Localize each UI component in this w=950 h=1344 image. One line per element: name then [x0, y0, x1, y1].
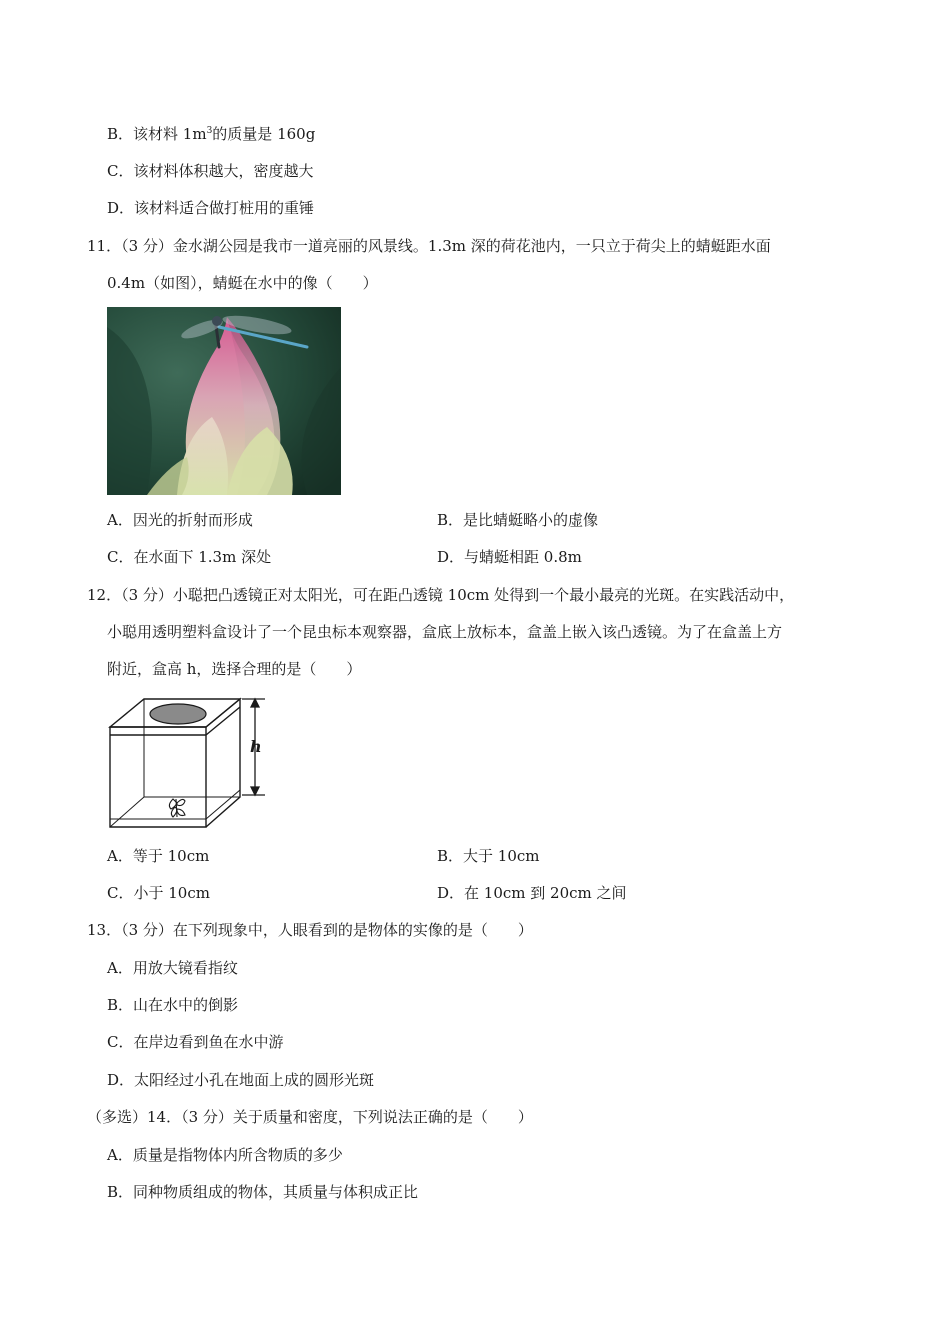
q10-option-d: D．该材料适合做打桩用的重锤 [107, 199, 315, 217]
q12-stem-line1: 12．（3 分）小聪把凸透镜正对太阳光，可在距凸透镜 10cm 处得到一个最小最亮的光斑。在实践活动中， [87, 586, 795, 604]
box-height-label: h [250, 737, 262, 756]
q12-option-a: A．等于 10cm [107, 847, 210, 865]
q13-option-d: D．太阳经过小孔在地面上成的圆形光斑 [107, 1071, 375, 1089]
q13-option-c: C．在岸边看到鱼在水中游 [107, 1033, 284, 1051]
q12-option-b: B．大于 10cm [437, 847, 540, 865]
q10-option-c: C．该材料体积越大，密度越大 [107, 162, 314, 180]
q12-option-d: D．在 10cm 到 20cm 之间 [437, 884, 627, 902]
q11-stem-line2: 0.4m（如图），蜻蜓在水中的像（ ） [107, 274, 378, 292]
q13-option-a: A．用放大镜看指纹 [107, 959, 238, 977]
q10-option-b: B．该材料 $1m^3$的质量是 160g [107, 125, 316, 143]
q14-option-b: B．同种物质组成的物体，其质量与体积成正比 [107, 1183, 419, 1201]
q12-stem-line2: 小聪用透明塑料盒设计了一个昆虫标本观察器，盒底上放标本，盒盖上嵌入该凸透镜。为了在盒盖上方 [107, 623, 783, 641]
q11-option-a: A．因光的折射而形成 [107, 511, 253, 529]
q13-option-b: B．山在水中的倒影 [107, 996, 239, 1014]
q11-option-d: D．与蜻蜓相距 0.8m [437, 548, 582, 566]
q11-option-b: B．是比蜻蜓略小的虚像 [437, 511, 599, 529]
q12-stem-line3: 附近，盒高 h，选择合理的是（ ） [107, 660, 362, 678]
q11-stem-line1: 11．（3 分）金水湖公园是我市一道亮丽的风景线。1.3m 深的荷花池内，一只立于荷尖上的蜻蜓距水面 [87, 237, 771, 255]
lotus-dragonfly-photo [107, 307, 341, 495]
q13-stem: 13．（3 分）在下列现象中，人眼看到的是物体的实像的是（ ） [87, 921, 533, 939]
q14-option-a: A．质量是指物体内所含物质的多少 [107, 1146, 343, 1164]
q12-option-c: C．小于 10cm [107, 884, 210, 902]
insect-viewer-box-diagram [107, 697, 267, 831]
q14-stem: （多选）14．（3 分）关于质量和密度，下列说法正确的是（ ） [87, 1108, 533, 1126]
q11-option-c: C．在水面下 1.3m 深处 [107, 548, 272, 566]
